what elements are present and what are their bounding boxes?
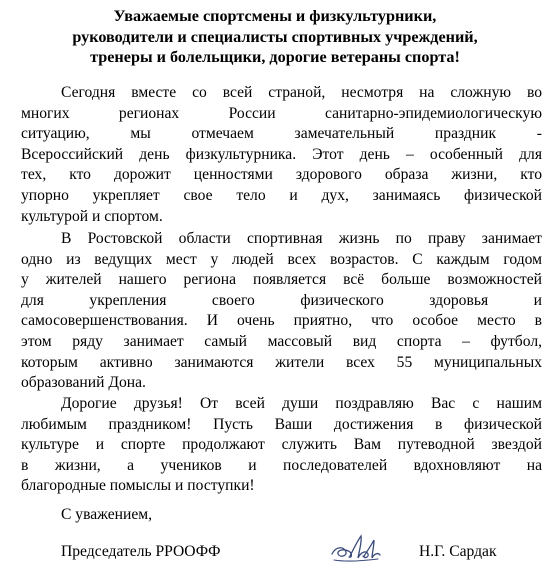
paragraph-line: самосовершенствования. И очень приятно, что особое место в bbox=[21, 312, 542, 330]
paragraph-line: культуре и спорте продолжают служить Вам путеводной звездой bbox=[21, 436, 542, 454]
paragraph-line: благородные помыслы и поступки! bbox=[21, 477, 255, 495]
letter-heading bbox=[8, 6, 542, 68]
paragraph-line: в жизни, а учеников и последователей вдохновляют на bbox=[21, 456, 542, 474]
paragraph-line: многих регионах России санитарно-эпидемиологическую bbox=[21, 104, 542, 122]
paragraph-rostov bbox=[21, 229, 542, 394]
paragraph-line: Дорогие друзья! От всей души поздравляю Вас с нашим bbox=[61, 395, 542, 412]
paragraph-line: любимым праздником! Пусть Ваши достижения в физической bbox=[21, 415, 542, 433]
paragraph-line: образований Дона. bbox=[21, 374, 146, 392]
handwritten-signature bbox=[328, 532, 384, 566]
paragraph-line: для укрепления своего физического здоровья и bbox=[21, 291, 542, 309]
heading-line: Уважаемые спортсмены и физкультурники, bbox=[113, 7, 437, 25]
heading-line: тренеры и болельщики, дорогие ветераны спорта! bbox=[90, 48, 460, 66]
closing-phrase: С уважением, bbox=[61, 506, 153, 523]
paragraph-line: Сегодня вместе со всей страной, несмотря на сложную во bbox=[61, 84, 542, 101]
paragraph-line: упорно укрепляет свое тело и дух, занимаясь физической bbox=[21, 186, 542, 204]
paragraph-line: которым активно занимаются жители всех 55 муниципальных bbox=[21, 353, 542, 371]
signer-name: Н.Г. Сардак bbox=[419, 543, 497, 560]
paragraph-congratulations bbox=[21, 394, 542, 497]
signer-position: Председатель РРООФФ bbox=[61, 543, 221, 560]
paragraph-holiday bbox=[21, 83, 542, 227]
paragraph-line: культурой и спортом. bbox=[21, 207, 163, 225]
paragraph-line: тех, кто дорожит ценностями здорового образа жизни, кто bbox=[21, 166, 542, 184]
paragraph-line: Всероссийский день физкультурника. Этот день – особенный для bbox=[21, 145, 542, 163]
paragraph-line: этом ряду занимает самый массовый вид спорта – футбол, bbox=[21, 332, 542, 350]
paragraph-line: ситуацию, мы отмечаем замечательный праздник - bbox=[21, 125, 542, 143]
paragraph-line: одно из ведущих мест у людей всех возрастов. С каждым годом bbox=[21, 250, 542, 268]
paragraph-line: В Ростовской области спортивная жизнь по праву занимает bbox=[61, 230, 542, 247]
heading-line: руководители и специалисты спортивных учреждений, bbox=[72, 27, 478, 46]
paragraph-line: у жителей нашего региона появляется всё больше возможностей bbox=[21, 271, 542, 289]
